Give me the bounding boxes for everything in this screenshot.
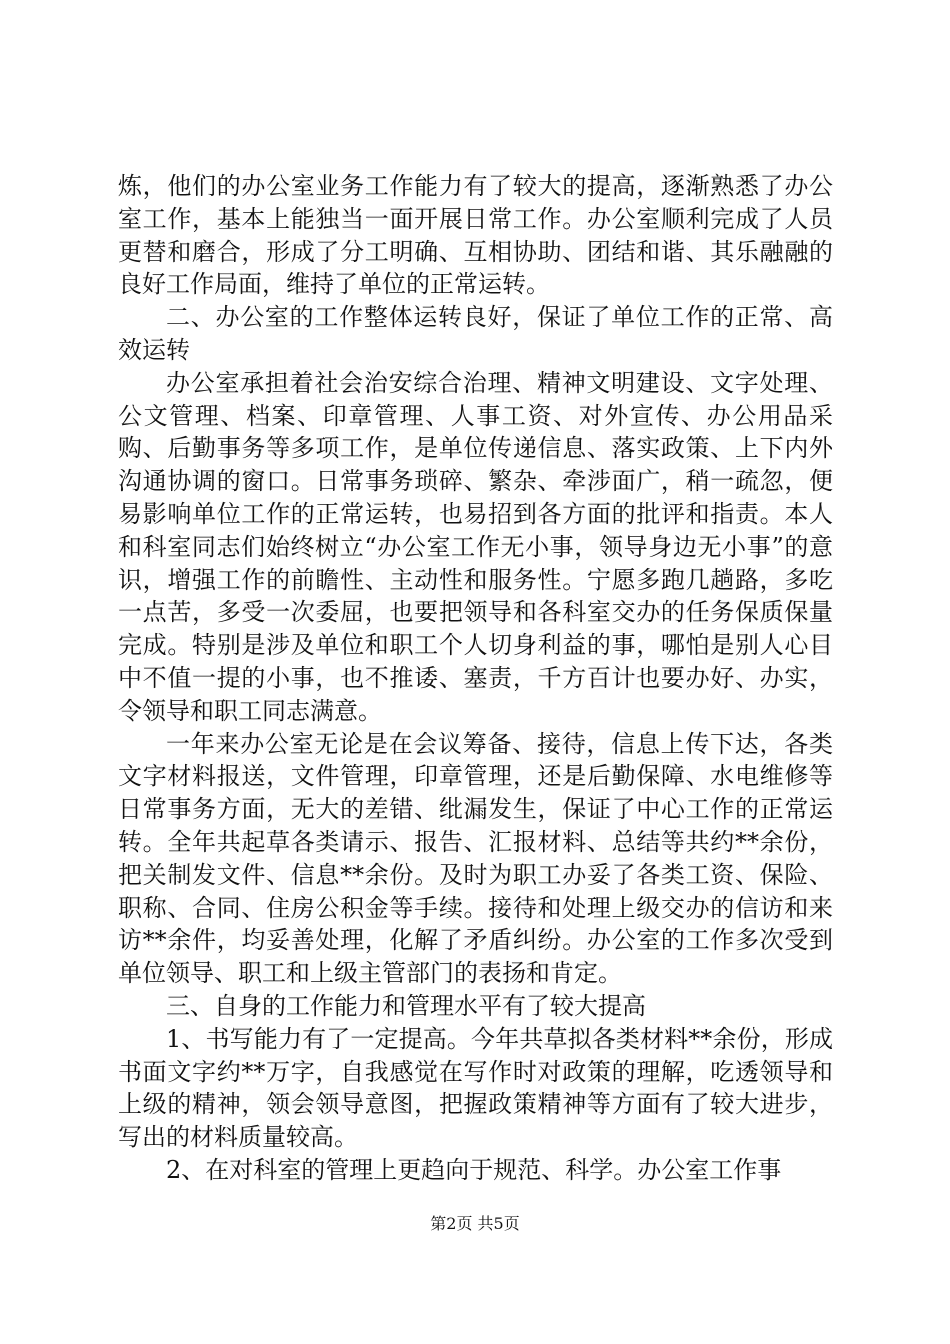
paragraph-year-summary: 一年来办公室无论是在会议筹备、接待，信息上传下达，各类文字材料报送，文件管理，印章管理，还是后勤保障、水电维修等日常事务方面，无大的差错、纰漏发生，保证了中心工作的正常运转。全年共起草各类请示、报告、汇报材料、总结等共约**余份，把关制发文件、信息**余份。及时为职工办妥了各类工资、保险、职称、合同、住房公积金等手续。接待和处理上级交办的信访和来访**余件，均妥善处理，化解了矛盾纠纷。办公室的工作多次受到单位领导、职工和上级主管部门的表扬和肯定。 [118, 729, 833, 988]
paragraph-management: 2、在对科室的管理上更趋向于规范、科学。办公室工作事 [166, 1155, 782, 1184]
page-footer: 第2页 共5页 [430, 1214, 520, 1233]
heading-section-three: 三、自身的工作能力和管理水平有了较大提高 [166, 991, 646, 1020]
paragraph-continuation: 炼，他们的办公室业务工作能力有了较大的提高，逐渐熟悉了办公室工作，基本上能独当一面开展日常工作。办公室顺利完成了人员更替和磨合，形成了分工明确、互相协助、团结和谐、其乐融融的良好工作局面，维持了单位的正常运转。 [118, 172, 833, 299]
body-text [118, 170, 833, 1187]
heading-section-two: 二、办公室的工作整体运转良好，保证了单位工作的正常、高效运转 [118, 303, 833, 364]
paragraph-writing-ability: 1、书写能力有了一定提高。今年共草拟各类材料**余份，形成书面文字约**万字，自我感觉在写作时对政策的理解，吃透领导和上级的精神，领会领导意图，把握政策精神等方面有了较大进步，写出的材料质量较高。 [118, 1024, 833, 1152]
paragraph-office-duties: 办公室承担着社会治安综合治理、精神文明建设、文字处理、公文管理、档案、印章管理、人事工资、对外宣传、办公用品采购、后勤事务等多项工作，是单位传递信息、落实政策、上下内外沟通协调的窗口。日常事务琐碎、繁杂、牵涉面广，稍一疏忽，便易影响单位工作的正常运转，也易招到各方面的批评和指责。本人和科室同志们始终树立“办公室工作无小事，领导身边无小事”的意识，增强工作的前瞻性、主动性和服务性。宁愿多跑几趟路，多吃一点苦，多受一次委屈，也要把领导和各科室交办的任务保质保量完成。特别是涉及单位和职工个人切身利益的事，哪怕是别人心目中不值一提的小事，也不推诿、塞责，千方百计也要办好、办实，令领导和职工同志满意。 [118, 368, 833, 725]
